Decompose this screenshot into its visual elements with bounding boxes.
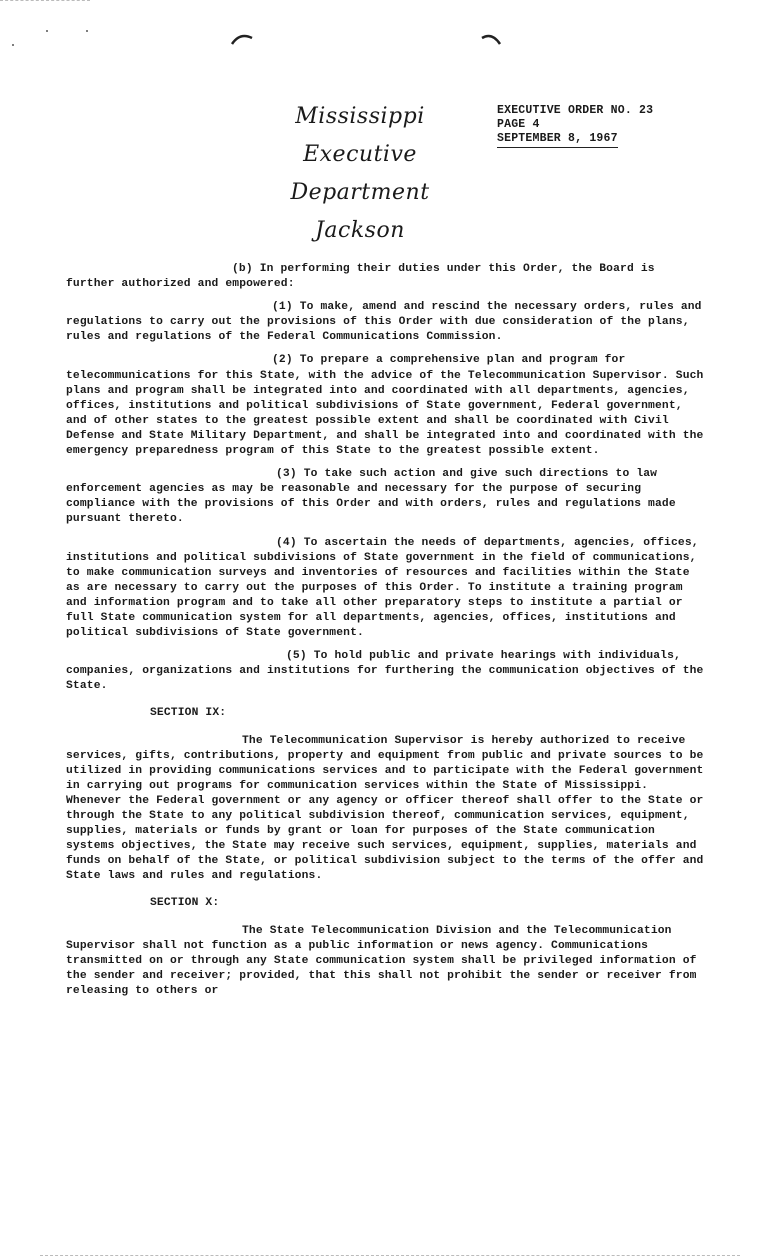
section-x-text: The State Telecommunication Division and the Telecommunication Supervisor shall not function as a public information or news agency. Communications transmitted on or through any State communication system shall be privileged information of the sender and receiver; provided, that this shall not prohibit the sender or receiver from releasing to others or	[66, 924, 697, 997]
order-info	[497, 104, 667, 148]
paragraph-item-2: (2) To prepare a comprehensive plan and program for telecommunications for this State, with the advice of the Telecommunication Supervisor. Such plans and program shall be integrated into and coordinated with all departments, agencies, offices, institutions and political subdivisions of State government, Federal government, and of other states to the greatest possible extent and shall be coordinated with Civil Defense and State Military Department, and shall be integrated into and coordinated with the emergency preparedness program of this State to the greatest possible extent.	[66, 354, 704, 458]
letterhead-state: Mississippi	[295, 104, 425, 129]
paragraph-item-5: (5) To hold public and private hearings with individuals, companies, organizations and institutions for furthering the communication objectives of the State.	[66, 650, 704, 693]
letterhead	[240, 98, 480, 250]
paragraph-item-4: (4) To ascertain the needs of departments, agencies, offices, institutions and political subdivisions of State government in the field of communications, to make communication surveys and inventories of resources and facilities within the State as are necessary to carry out the purposes of this Order. To institute a training program and information program and to take all other preparatory steps to institute a partial or full State communication system for all departments, agencies, offices, institutions and political subdivisions of State government.	[66, 536, 699, 640]
order-number: EXECUTIVE ORDER NO. 23	[497, 104, 654, 117]
paragraph-item-1: (1) To make, amend and rescind the necessary orders, rules and regulations to carry out the provisions of this Order with due consideration of the plans, rules and regulations of the Federal Communications Commission.	[66, 301, 702, 344]
letterhead-city: Jackson	[315, 218, 405, 243]
letterhead-department: Executive Department	[290, 142, 430, 205]
binder-mark-left	[230, 32, 256, 46]
scan-speck	[12, 44, 14, 46]
document-body	[66, 262, 706, 1007]
binder-mark-right	[478, 32, 504, 46]
scan-edge-top	[0, 0, 90, 2]
paragraph-item-3: (3) To take such action and give such directions to law enforcement agencies as may be reasonable and necessary for the purpose of securing compliance with the provisions of this Order and with orders, rules and regulations made pursuant thereto.	[66, 468, 676, 526]
paragraph-b: (b) In performing their duties under this Order, the Board is further authorized and empowered:	[66, 263, 655, 291]
scan-edge-bottom	[40, 1255, 740, 1257]
order-date: SEPTEMBER 8, 1967	[497, 132, 618, 148]
section-x-heading: SECTION X:	[150, 897, 220, 910]
scan-speck	[86, 30, 88, 32]
section-ix-text: The Telecommunication Supervisor is hereby authorized to receive services, gifts, contributions, property and equipment from public and private sources to be utilized in providing communications services and to participate with the Federal government in carrying out programs for communication services within the State of Mississippi. Whenever the Federal government or any agency or officer thereof shall offer to the State or through the State to any political subdivision thereof, communication services, equipment, supplies, materials or funds by grant or loan for purposes of the State communication systems objectives, the State may receive such services, equipment, supplies, materials and funds on behalf of the State, or political subdivision subject to the terms of the offer and State laws and rules and regulations.	[66, 734, 704, 883]
page-number: PAGE 4	[497, 118, 540, 131]
scan-speck	[46, 30, 48, 32]
section-ix-heading: SECTION IX:	[150, 707, 227, 720]
